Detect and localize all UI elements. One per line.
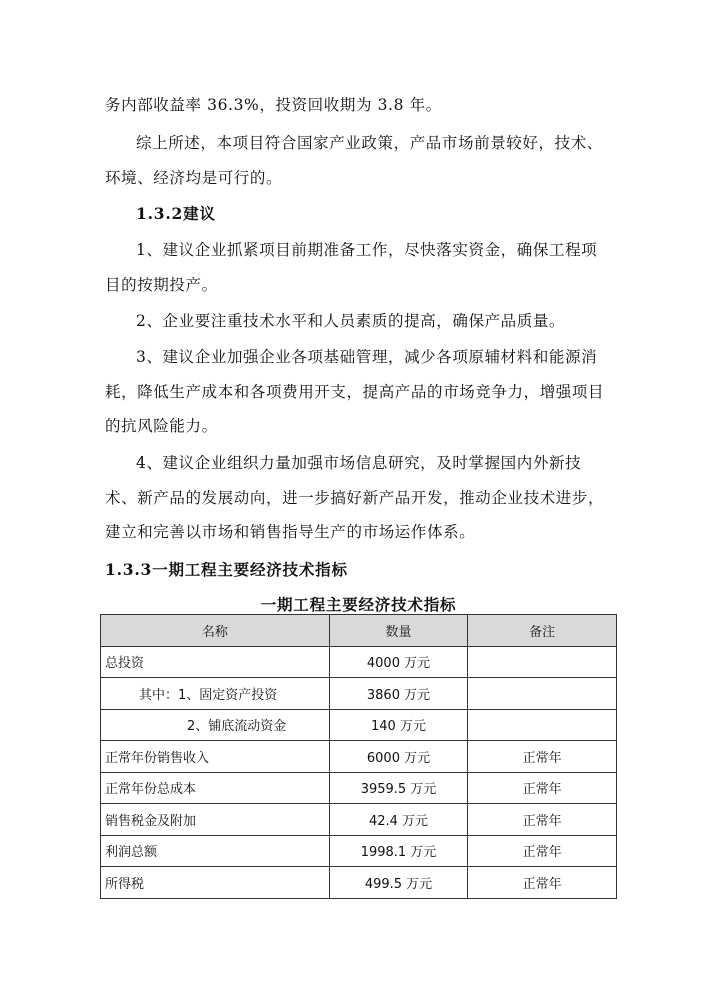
cell-name: 所得税 — [101, 867, 330, 899]
paragraph-irr: 务内部收益率 36.3%，投资回收期为 3.8 年。 — [105, 96, 442, 114]
table-row — [101, 772, 617, 804]
paragraph-suggestion-2: 2、企业要注重技术水平和人员素质的提高，确保产品质量。 — [136, 312, 566, 330]
cell-name: 销售税金及附加 — [101, 804, 330, 836]
table-header-row — [101, 615, 617, 647]
header-quantity: 数量 — [329, 615, 468, 647]
section-heading-indicators: 1.3.3一期工程主要经济技术指标 — [105, 560, 348, 579]
cell-quantity: 3959.5 万元 — [329, 772, 468, 804]
paragraph-suggestion-3: 3、建议企业加强企业各项基础管理，减少各项原辅材料和能源消耗，降低生产成本和各项费用开支，提高产品的市场竞争力，增强项目的抗风险能力。 — [105, 348, 605, 435]
paragraph-suggestion-4: 4、建议企业组织力量加强市场信息研究，及时掌握国内外新技术、新产品的发展动向，进一步搞好新产品开发，推动企业技术进步，建立和完善以市场和销售指导生产的市场运作体系。 — [105, 454, 605, 541]
table-row — [101, 678, 617, 710]
cell-name: 总投资 — [101, 646, 330, 678]
cell-remark: 正常年 — [468, 772, 617, 804]
cell-quantity: 499.5 万元 — [329, 867, 468, 899]
paragraph-conclusion: 综上所述，本项目符合国家产业政策，产品市场前景较好，技术、环境、经济均是可行的。 — [105, 134, 603, 187]
table-row — [101, 709, 617, 741]
cell-remark — [468, 709, 617, 741]
cell-name: 利润总额 — [101, 835, 330, 867]
cell-quantity: 42.4 万元 — [329, 804, 468, 836]
header-name: 名称 — [101, 615, 330, 647]
cell-name: 其中：1、固定资产投资 — [101, 678, 330, 710]
table-row — [101, 741, 617, 773]
cell-remark: 正常年 — [468, 741, 617, 773]
cell-name: 正常年份销售收入 — [101, 741, 330, 773]
table-row — [101, 835, 617, 867]
cell-name: 正常年份总成本 — [101, 772, 330, 804]
cell-name: 2、铺底流动资金 — [101, 709, 330, 741]
table-title: 一期工程主要经济技术指标 — [260, 595, 457, 614]
cell-quantity: 3860 万元 — [329, 678, 468, 710]
indicators-table — [100, 614, 617, 899]
cell-remark — [468, 678, 617, 710]
paragraph-suggestion-1: 1、建议企业抓紧项目前期准备工作，尽快落实资金，确保工程项目的按期投产。 — [105, 241, 598, 294]
cell-quantity: 1998.1 万元 — [329, 835, 468, 867]
table-row — [101, 867, 617, 899]
cell-quantity: 140 万元 — [329, 709, 468, 741]
header-remark: 备注 — [468, 615, 617, 647]
cell-remark: 正常年 — [468, 867, 617, 899]
section-heading-suggestions: 1.3.2建议 — [136, 204, 216, 223]
table-row — [101, 646, 617, 678]
cell-remark: 正常年 — [468, 804, 617, 836]
cell-remark: 正常年 — [468, 835, 617, 867]
cell-remark — [468, 646, 617, 678]
cell-quantity: 6000 万元 — [329, 741, 468, 773]
cell-quantity: 4000 万元 — [329, 646, 468, 678]
table-row — [101, 804, 617, 836]
